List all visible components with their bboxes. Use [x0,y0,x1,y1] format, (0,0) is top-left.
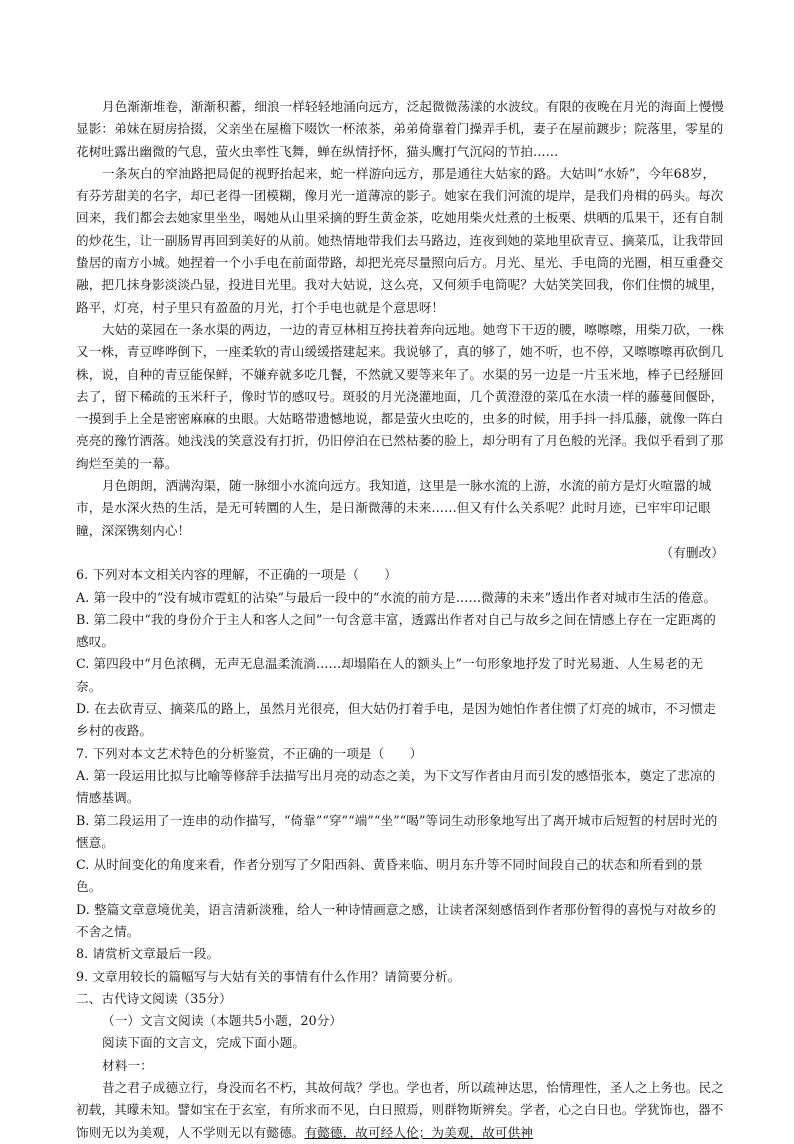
section-2-title: 二、古代诗文阅读（35分） [76,990,232,1006]
classical-text-main: 昔之君子成德立行，身没而名不朽，其故何哉？学也。学也者，所以疏神达思，怡情理性，圣人之上务也。民之初载，其曚未知。譬如宝在于玄室，有所求而不见，白日照焉，则群物斯辨矣。学者，心之白日也。学犹饰也，器不饰则无以为美观，人不学则无以有懿德。 [76,1080,724,1140]
question-7: 7. 下列对本文艺术特色的分析鉴赏，不正确的一项是（ ） [76,745,423,761]
question-9: 9. 文章用较长的篇幅写与大姑有关的事情有什么作用？请简要分析。 [76,968,461,984]
question-6-option-a: A. 第一段中的“没有城市霓虹的沾染”与最后一段中的“水流的前方是……微薄的未来”透出作者对城市生活的倦意。 [76,589,717,605]
document-body [76,96,724,1144]
passage-paragraph-1: 月色渐渐堆卷，渐渐积蓄，细浪一样轻轻地涌向远方，泛起微微荡漾的水波纹。有限的夜晚在月光的海面上慢慢显影：弟妹在厨房拾掇，父亲坐在屋檐下啜饮一杯浓茶，弟弟倚靠着门操弄手机，妻子在屋前踱步；院落里，零星的花树吐露出幽微的气息，萤火虫率性飞舞，蝉在纵情抒怀，猫头鹰打气沉闷的节拍…… [76,99,724,159]
question-8: 8. 请赏析文章最后一段。 [76,946,220,962]
classical-text-underlined: 有懿德，故可经人伦；为美观，故可供神 [304,1124,533,1140]
question-7-option-c: C. 从时间变化的角度来看，作者分别写了夕阳西斜、黄昏来临、明月东升等不同时间段自己的状态和所看到的景色。 [76,857,703,895]
section-2-subtitle: （一）文言文阅读（本题共5小题，20分） [102,1013,343,1029]
passage-paragraph-4: 月色朗朗，洒满沟渠，随一脉细小水流向远方。我知道，这里是一脉水流的上游，水流的前方是灯火喧嚣的城市，是水深火热的生活，是无可转圜的人生，是日渐微薄的未来……但又有什么关系呢？此时月迹，已牢牢印记眼瞳，深深镌刻内心！ [76,478,712,538]
question-6-option-b: B. 第二段中“我的身份介于主人和客人之间”一句含意丰富，透露出作者对自己与故乡之间在情感上存在一定距离的感叹。 [76,611,716,650]
question-7-option-d: D. 整篇文章意境优美，语言清新淡雅，给人一种诗情画意之感，让读者深刻感悟到作者那份暂得的喜悦与对故乡的不舍之情。 [76,901,716,939]
reading-instruction: 阅读下面的文言文，完成下面小题。 [102,1035,306,1051]
classical-text [76,1077,724,1144]
question-7-option-b: B. 第二段运用了一连串的动作描写，“倚靠”“穿”“端”“坐”“喝”等词生动形象地写出了离开城市后短暂的村居时光的惬意。 [76,812,718,850]
question-7-option-a: A. 第一段运用比拟与比喻等修辞手法描写出月亮的动态之美，为下文写作者由月而引发的感悟张本，奠定了悲凉的情感基调。 [76,767,716,806]
question-6: 6. 下列对本文相关内容的理解，不正确的一项是（ ） [76,567,397,583]
passage-paragraph-3: 大姑的菜园在一条水渠的两边，一边的青豆林相互挎扶着奔向远地。她弯下干迈的腰，嚓嚓嚓，用柴刀砍，一株又一株，青豆哗哗倒下，一座柔软的青山缓缓搭建起来。我说够了，真的够了，她不听，也不停，又嚓嚓嚓再砍倒几株，说，自种的青豆能保鲜，不嫌弃就多吃几餐，不然就又要等来年了。水渠的另一边是一片玉米地，棒子已经掰回去了，留下稀疏的玉米秆子，像时节的感叹号。斑驳的月光浇灌地面，几个黄澄澄的菜瓜在水渍一样的藤蔓间偃卧，一摸到手上全是密密麻麻的虫眼。大姑略带遗憾地说，都是萤火虫吃的，虫多的时候，用手抖一抖瓜藤，就像一阵白亮亮的豫竹洒落。她浅浅的笑意没有打折，仍旧停泊在已然枯萎的脸上，却分明有了月色般的光泽。我似乎看到了那绚烂至美的一幕。 [76,321,724,471]
question-6-option-d: D. 在去砍青豆、摘菜瓜的路上，虽然月光很亮，但大姑仍打着手电，是因为她怕作者住惯了灯亮的城市，不习惯走乡村的夜路。 [76,701,716,739]
question-6-option-c: C. 第四段中“月色浓稠，无声无息温柔流淌……却塌陷在人的额头上”一句形象地抒发了时光易逝、人生易老的无奈。 [76,656,704,694]
material-label: 材料一： [102,1057,153,1073]
source-note: （有删改） [660,544,724,560]
passage-paragraph-2: 一条灰白的窄油路把局促的视野抬起来，蛇一样游向远方，那是通往大姑家的路。大姑叫“水娇”，今年68岁，有芬芳甜美的名字，却已老得一团模糊，像月光一道薄凉的影子。她家在我们河流的堤岸，是我们舟楫的码头。每次回来，我们都会去她家里坐坐，喝她从山里采摘的野生黄金茶，吃她用柴火灶煮的土板栗、烘晒的瓜果干，还有自制的炒花生，让一副肠胃再回到美好的从前。她热情地带我们去马路边，连夜到她的菜地里砍青豆、摘菜瓜，让我带回蛰居的南方小城。她捏着一个小手电在前面带路，却把光亮尽量照向后方。月光、星光、手电筒的光圈，相互重叠交融，把几抹身影淡淡凸显，投进目光里。我对大姑说，这么亮，又何须手电筒呢？大姑笑笑回我，你们住惯的城里，路平，灯亮，村子里只有盈盈的月光，打个手电也就是个意思呀！ [76,165,724,315]
